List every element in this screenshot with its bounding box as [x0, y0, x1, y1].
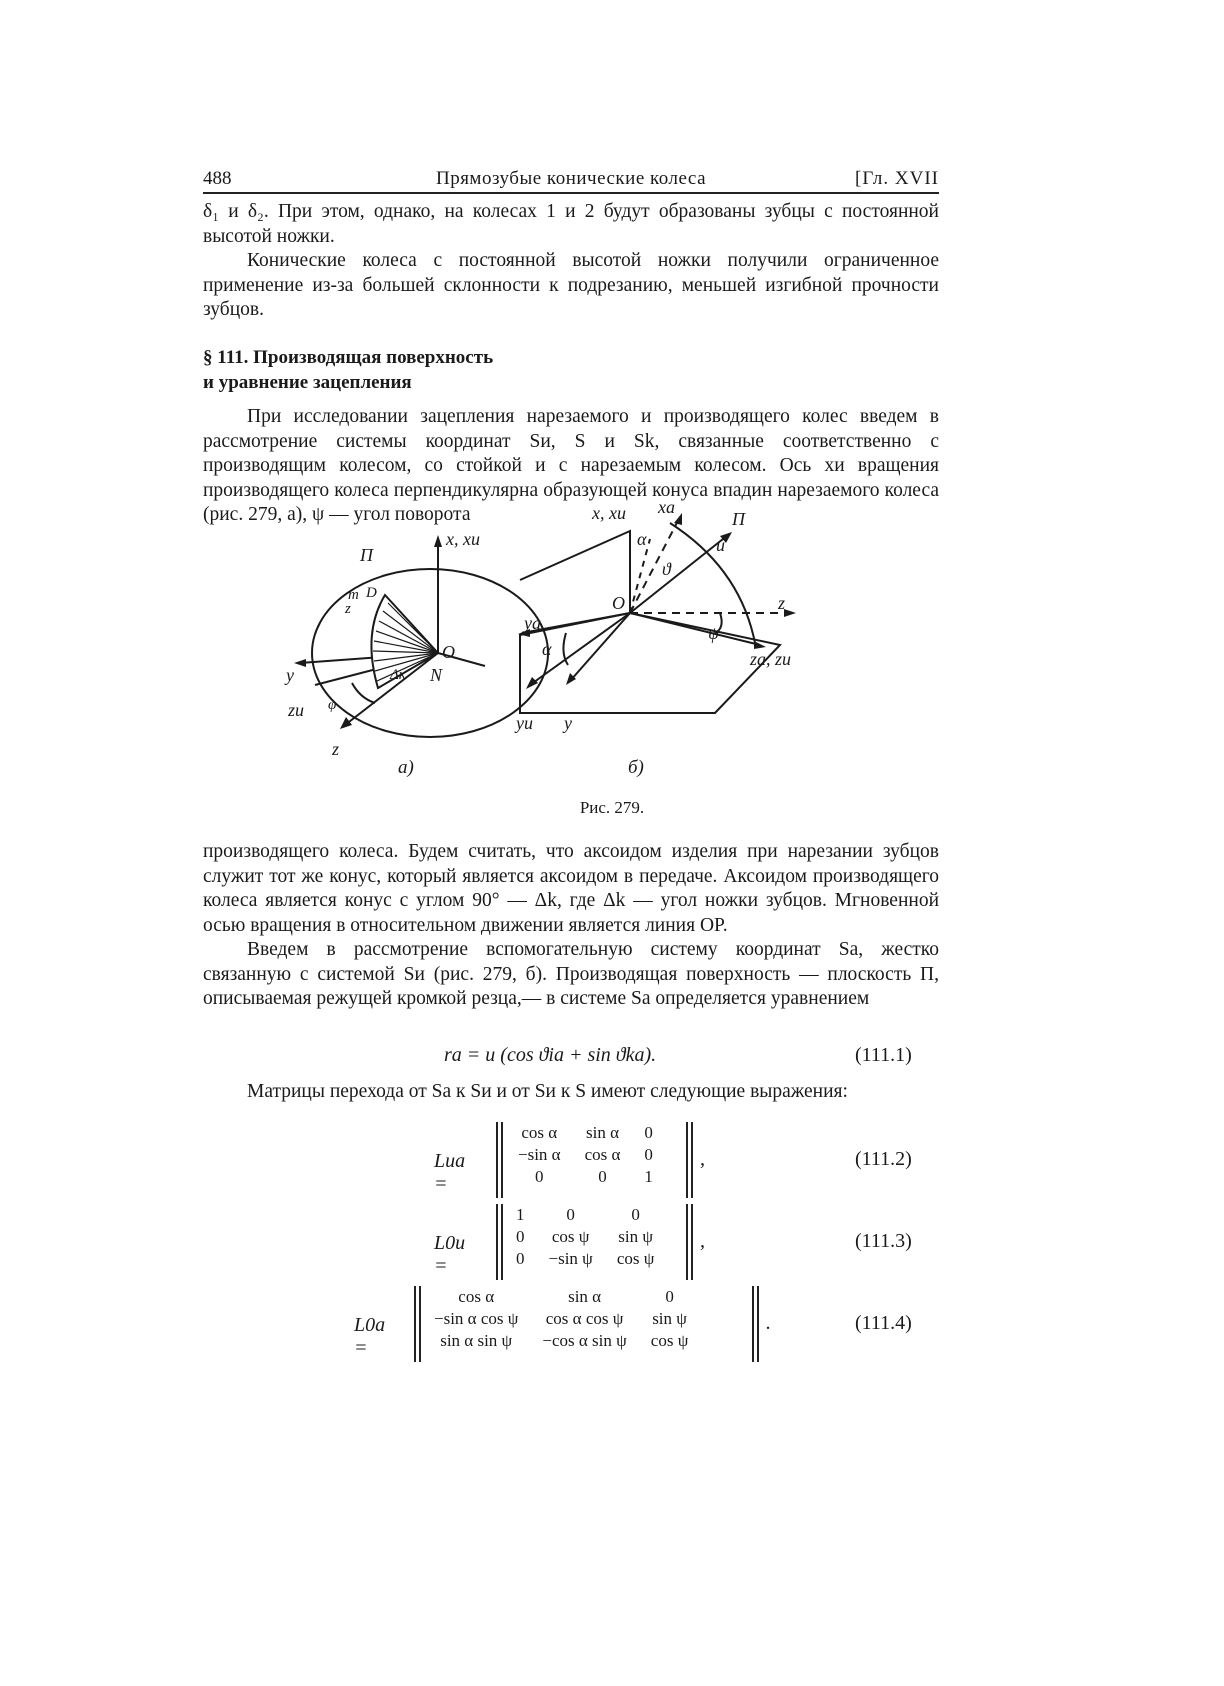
equation-number-111-3: (111.3) — [855, 1230, 912, 1252]
section-heading — [203, 345, 703, 395]
label-a-y: y — [286, 665, 294, 685]
label-a-p: П — [360, 545, 373, 565]
label-b-z: z — [778, 593, 786, 613]
label-b-psi: ψ — [708, 623, 720, 643]
label-b-alpha2: α — [542, 639, 552, 659]
section-heading-line-2: и уравнение зацепления — [203, 372, 412, 393]
label-a-d: D — [366, 585, 377, 601]
body-text-3 — [203, 1080, 939, 1105]
body-text-2 — [203, 840, 939, 1012]
label-a-sub: а) — [398, 757, 414, 778]
label-a-x: x, xи — [446, 529, 480, 549]
label-a-n: N — [430, 665, 443, 685]
label-b-ya: ya — [524, 613, 541, 633]
label-a-z-small: z — [345, 601, 351, 617]
label-b-sub: б) — [628, 757, 644, 778]
matrix-body: 1 0 0 0 cos ψ sin ψ 0 −sin ψ cos ψ — [516, 1205, 655, 1268]
matrix-body: cos α sin α 0 −sin α cos ψ cos α cos ψ sin ψ sin α sin ψ −cos α sin ψ cos ψ — [434, 1287, 689, 1350]
matrix-label: L0a = — [354, 1314, 386, 1359]
theta-line — [630, 539, 650, 613]
equation-number-111-4: (111.4) — [855, 1312, 912, 1334]
label-a-z: z — [332, 739, 340, 759]
label-b-yi: yи — [516, 713, 533, 733]
label-b-alpha: α — [637, 529, 647, 549]
body-paragraph-1: При исследовании зацепления нарезаемого и производящего колес введем в рассмотрение системы координат Sи, S и Sk, связанные соответственно с производящим колесом, со стойкой и с нарезаемым колесом. Ось xи вращения производящего колеса перпендикулярна образующей конуса впадин нарезаемого колеса (рис. 279, а), ψ — угол поворота — [203, 406, 939, 525]
matrix-label: L0и = — [434, 1232, 466, 1277]
label-b-xa: xa — [658, 497, 675, 517]
running-header — [203, 166, 939, 194]
figure-b — [518, 513, 796, 713]
label-a-m: m — [348, 587, 359, 603]
angle-arc-phi — [352, 683, 375, 703]
body-paragraph-3: Введем в рассмотрение вспомогательную систему координат Sa, жестко связанную с системой Sи (рис. 279, б). Производящая поверхность — плоскость П, описываемая режущей кромкой резца,— в системе Sa определяется уравнением — [203, 939, 939, 1009]
label-b-o: O — [612, 593, 625, 613]
body-text-1 — [203, 405, 939, 528]
section-heading-line-1: § 111. Производящая поверхность — [203, 347, 494, 368]
matrix-label: Lиa = — [434, 1150, 466, 1195]
body-paragraph-4: Матрицы перехода от Sa к Sи и от Sи к S имеют следующие выражения: — [247, 1081, 848, 1102]
equation-number-111-2: (111.2) — [855, 1148, 912, 1170]
label-b-theta: ϑ — [662, 559, 671, 579]
equation-111-1: ra = u (cos ϑia + sin ϑka). — [444, 1044, 657, 1066]
intro-text — [203, 200, 939, 323]
label-a-o: O — [442, 642, 455, 662]
page-number: 488 — [203, 168, 232, 189]
intro-paragraph-1: δ₁ и δ₂. При этом, однако, на колесах 1 и 2 будут образованы зубцы с постоянной высотой ножки. — [203, 201, 939, 247]
running-title: Прямозубые конические колеса — [435, 168, 707, 189]
book-page: 488 Прямозубые конические колеса [Гл. XVII δ₁ и δ₂. При этом, однако, на колесах 1 и 2 будут образованы зубцы с постоянной высотой ножки. Конические колеса с постоянной высотой ножки получили ограниченное применение из-за большей склонности к подрезанию, меньшей изгибной прочности зубцов. § 111. Производящая поверхность и уравнение зацепления При исследовании зацепления нарезаемого и производящего колес введем в рассмотрение системы координат Sи, S и Sk, связанные соответственно с производящим колесом, со стойкой и с нарезаемым колесом. Ось xи вращения производящего колеса перпендикулярна образующей конуса впадин нарезаемого колеса (рис. 279, а), ψ — угол поворота x, xи П O m D z y zи φ Δк N z а) x, xи xa П u ϑ α O z ya α ψ za, zи yи y б) Рис. 279. производящего колеса. Будем считать, что аксоидом изделия при нарезании зубцов служит тот же конус, который является аксоидом в передаче. Аксоидом производящего колеса является конус с углом 90° — Δk, где Δk — угол ножки зубцов. Мгновенной осью вращения в относительном движении является линия OP. Введем в рассмотрение вспомогательную систему координат Sa, жестко связанную с системой Sи (рис. 279, б). Производящая поверхность — плоскость П, описываемая режущей кромкой резца,— в системе Sa определяется уравнением ra = u (cos ϑia + sin ϑka). (111.1) Матрицы перехода от Sa к Sи и от Sи к S имеют следующие выражения: Lиa = cos α sin α 0 −sin α cos α 0 0 0 1 , (111.2) L0и = 1 0 0 0 cos ψ sin ψ 0 −sin ψ cos ψ , (111.3) L0a = cos α sin α 0 −sin α cos ψ cos α cos ψ sin ψ sin α sin ψ −cos α sin ψ cos ψ . (111.4) — [0, 0, 1224, 1686]
label-a-delta: Δк — [390, 667, 406, 683]
body-paragraph-2: производящего колеса. Будем считать, что аксоидом изделия при нарезании зубцов служит тот же конус, который является аксоидом в передаче. Аксоидом производящего колеса является конус с углом 90° — Δk, где Δk — угол ножки зубцов. Мгновенной осью вращения в относительном движении является линия OP. — [203, 841, 939, 936]
label-a-zi: zи — [288, 700, 305, 720]
figure-279 — [286, 497, 970, 783]
figure-caption: Рис. 279. — [579, 798, 645, 817]
label-b-x: x, xи — [592, 503, 626, 523]
label-b-p: П — [732, 509, 745, 529]
label-b-za: za, zи — [750, 649, 792, 669]
coordinate-planes — [520, 531, 780, 713]
label-b-u: u — [716, 535, 725, 555]
intro-paragraph-2: Конические колеса с постоянной высотой ножки получили ограниченное применение из-за большей склонности к подрезанию, меньшей изгибной прочности зубцов. — [203, 250, 939, 320]
label-a-phi: φ — [328, 697, 337, 713]
axis-za — [630, 613, 760, 645]
matrix-body: cos α sin α 0 −sin α cos α 0 0 0 1 — [518, 1123, 653, 1186]
label-b-y: y — [564, 713, 572, 733]
equation-number-111-1: (111.1) — [855, 1044, 912, 1066]
chapter-label: [Гл. XVII — [855, 168, 939, 189]
